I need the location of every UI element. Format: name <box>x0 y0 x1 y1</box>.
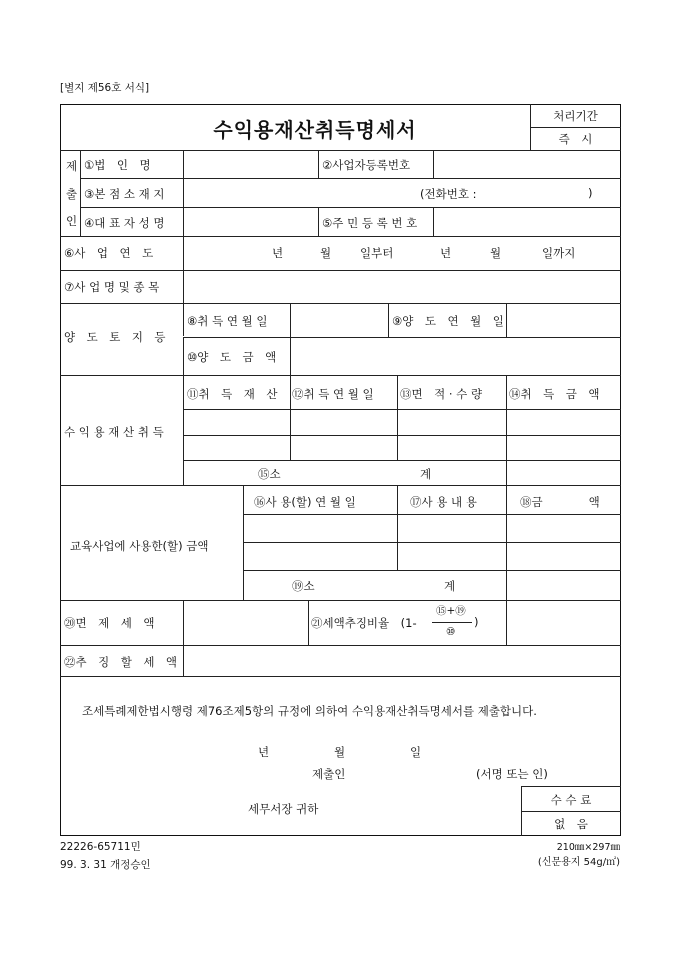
date-day: 일 <box>410 745 422 759</box>
acq-date-label: ⑧취 득 연 월 일 <box>187 314 268 328</box>
addressee: 세무서장 귀하 <box>248 802 319 816</box>
ratio-numerator: ⑮+⑲ <box>436 605 466 617</box>
form-number: [별지 제56호 서식] <box>60 82 150 94</box>
by-month1: 월 <box>320 246 332 260</box>
biz-item-label: ⑦사 업 명 및 종 목 <box>64 280 160 294</box>
fee-value: 없 음 <box>554 817 588 831</box>
submitter-sign-label: 제출인 <box>312 767 346 781</box>
form-code: 22226-65711민 <box>60 841 141 853</box>
acq-amount-header: ⑭취 득 금 액 <box>509 387 600 401</box>
processing-value: 즉 시 <box>558 132 593 146</box>
business-year-label: ⑥사 업 연 도 <box>64 246 154 260</box>
edu-subtotal-b: 계 <box>444 579 456 593</box>
paper-type: (신문용지 54g/㎡) <box>537 857 620 868</box>
by-from: 일부터 <box>360 246 394 260</box>
by-month2: 월 <box>490 246 502 260</box>
form-title: 수익용재산취득명세서 <box>213 118 417 142</box>
paper-size: 210㎜×297㎜ <box>556 842 620 853</box>
signature-placeholder: (서명 또는 인) <box>476 767 548 781</box>
date-year: 년 <box>258 745 270 759</box>
by-to: 일까지 <box>542 246 576 260</box>
submitter-char-1: 제 <box>66 159 78 173</box>
transfer-label: 양 도 토 지 등 <box>64 330 166 344</box>
acq-asset-header: ⑪취 득 재 산 <box>187 387 278 401</box>
form-frame <box>60 104 621 836</box>
transfer-date-label: ⑨양 도 연 월 일 <box>392 314 504 328</box>
biz-reg-no-label: ②사업자등록번호 <box>322 158 411 172</box>
resident-no-label: ⑤주 민 등 록 번 호 <box>322 216 418 230</box>
phone-close: ) <box>588 186 593 200</box>
approval-date: 99. 3. 31 개정승인 <box>60 859 151 871</box>
edu-date-header: ⑯사 용(할) 연 월 일 <box>254 495 356 509</box>
acquisition-label: 수 익 용 재 산 취 득 <box>64 425 164 439</box>
processing-label: 처리기간 <box>553 109 598 123</box>
submitter-char-3: 인 <box>66 214 78 228</box>
edu-subtotal-a: ⑲소 <box>292 579 315 593</box>
by-year1: 년 <box>272 246 284 260</box>
acq-subtotal-a: ⑮소 <box>258 467 281 481</box>
ratio-close: ) <box>474 615 479 629</box>
rep-name-label: ④대 표 자 성 명 <box>84 216 165 230</box>
ratio-label: ㉑세액추징비율 (1- <box>311 616 417 630</box>
submitter-char-2: 출 <box>66 187 78 201</box>
edu-amount-header: ⑱금 액 <box>520 495 600 509</box>
hq-address-label: ③본 점 소 재 지 <box>84 187 165 201</box>
exempt-label: ⑳면 제 세 액 <box>64 616 155 630</box>
acq-subtotal-b: 계 <box>420 467 432 481</box>
fee-label: 수 수 료 <box>550 793 592 807</box>
acq-area-header: ⑬면 적 · 수 량 <box>400 387 483 401</box>
collect-label: ㉒추 징 할 세 액 <box>64 655 178 669</box>
by-year2: 년 <box>440 246 452 260</box>
ratio-denominator: ⑩ <box>446 626 456 638</box>
date-month: 월 <box>334 745 346 759</box>
edu-content-header: ⑰사 용 내 용 <box>410 495 477 509</box>
phone-label: (전화번호 : <box>420 187 477 201</box>
declaration-text: 조세특례제한법시행령 제76조제5항의 규정에 의하여 수익용재산취득명세서를 제출합니다. <box>82 704 537 718</box>
transfer-amount-label: ⑩양 도 금 액 <box>187 350 277 364</box>
corp-name-label: ①법 인 명 <box>84 158 151 172</box>
acq-date-header: ⑫취 득 연 월 일 <box>292 387 374 401</box>
education-label: 교육사업에 사용한(할) 금액 <box>70 539 209 553</box>
